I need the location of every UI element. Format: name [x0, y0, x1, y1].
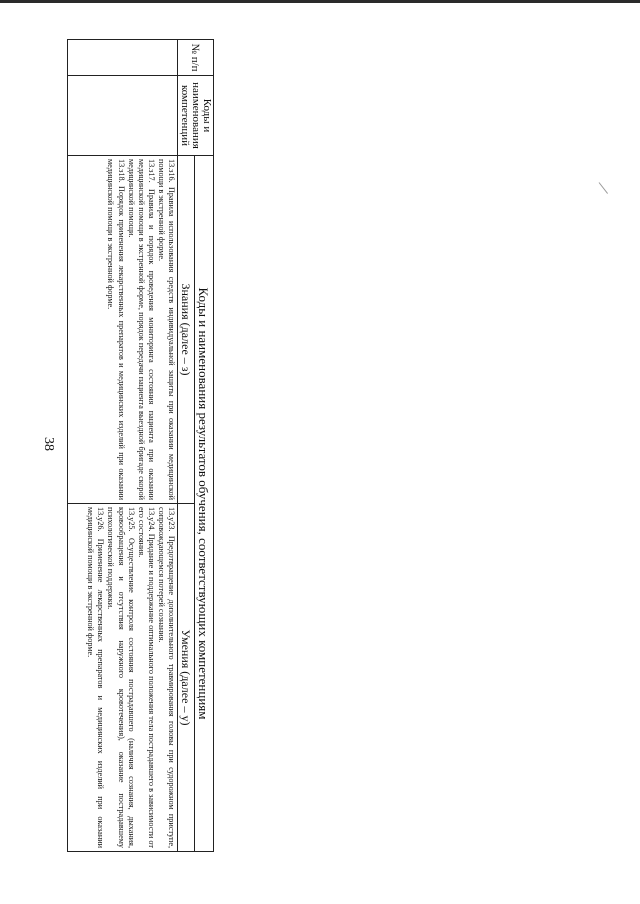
cell-knowledge — [68, 156, 178, 504]
header-number: № п/п — [178, 40, 214, 76]
cell-competency — [68, 76, 178, 156]
top-edge-line — [0, 0, 640, 3]
rotated-table-area — [67, 39, 214, 852]
competency-table — [67, 39, 214, 852]
skill-item: 13.у25. Осуществление контроля состояния пострадавшего (наличия сознания, дыхания, кровообращения и отсутствия наружного кровотечения), оказание пострадавшему психологической поддержки. — [106, 507, 136, 848]
cell-skills — [68, 504, 178, 852]
knowledge-item: 13.з16. Правила использования средств индивидуальной защиты при оказании медицинской помощи в экстренной форме. — [156, 159, 176, 500]
page-number: 38 — [41, 437, 56, 451]
rotated-table-wrapper — [67, 39, 214, 852]
knowledge-item: 13.з17. Правила и порядок проведения мониторинга состояния пациента при оказании медицинской помощи в экстренной форме, порядок передачи пациента выездной бригаде скорой медицинской помощи. — [126, 159, 156, 500]
header-competency-codes: Коды и наименования компетенций — [178, 76, 214, 156]
scan-mark — [599, 182, 608, 194]
header-results: Коды и наименования результатов обучения, соответствующих компетенциям — [195, 156, 214, 852]
knowledge-item: 13.з18. Порядок применения лекарственных препаратов и медицинских изделий при оказании медицинской помощи в экстренной форме. — [106, 159, 126, 500]
skill-item: 13.у23. Предотвращение дополнительного травмирования головы при судорожном приступе, сопровождающемся потерей сознания. — [156, 507, 176, 848]
header-knowledge: Знания (далее – з) — [178, 156, 195, 504]
header-skills: Умения (далее – у) — [178, 504, 195, 852]
skill-item: 13.у24. Придание и поддержание оптимального положения тела пострадавшего в зависимости от его состояния. — [136, 507, 156, 848]
cell-number — [68, 40, 178, 76]
skill-item: 13.у26. Применение лекарственных препаратов и медицинских изделий при оказании медицинской помощи в экстренной форме. — [86, 507, 106, 848]
table-row — [68, 40, 178, 852]
